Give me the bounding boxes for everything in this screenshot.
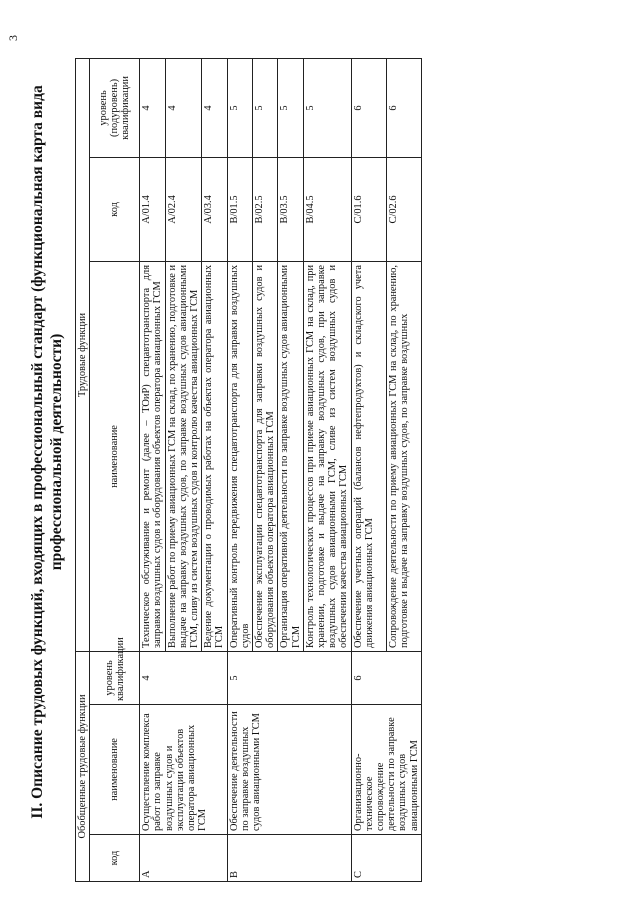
- header-function-name: наименование: [90, 261, 140, 651]
- function-level: 5: [227, 58, 252, 157]
- function-level: 5: [303, 58, 351, 157]
- header-labor: Трудовые функции: [76, 58, 90, 651]
- function-code: A/01.4: [140, 157, 165, 261]
- group-code: A: [140, 835, 227, 882]
- function-level: 4: [202, 58, 227, 157]
- function-name: Обеспечение учетных операций (балансов нефтепродуктов) и складского учета движения авиационных ГСМ: [351, 261, 386, 651]
- table-row: [140, 58, 165, 881]
- function-name: Техническое обслуживание и ремонт (далее – ТОиР) спецавтотранспорта для заправки воздушных судов и оборудования объектов оператора авиационных ГСМ: [140, 261, 165, 651]
- function-name: Организация оперативной деятельности по заправке воздушных судов авиационными ГСМ: [278, 261, 303, 651]
- function-code: C/01.6: [351, 157, 386, 261]
- group-name: Организационно-техническое сопровождение деятельности по заправке воздушных судов авиационными ГСМ: [351, 705, 421, 835]
- header-code: код: [90, 835, 140, 882]
- function-level: 5: [253, 58, 278, 157]
- function-name: Сопровождение деятельности по приему авиационных ГСМ на склад, по хранению, подготовке и выдаче на заправку воздушных судов, по заправке воздушных: [386, 261, 421, 651]
- function-code: B/02.5: [253, 157, 278, 261]
- function-code: B/01.5: [227, 157, 252, 261]
- function-level: 4: [140, 58, 165, 157]
- group-code: C: [351, 835, 421, 882]
- header-function-level: уровень (подуровень) квалификации: [90, 58, 140, 157]
- function-level: 6: [386, 58, 421, 157]
- function-code: B/04.5: [303, 157, 351, 261]
- group-level: 5: [227, 651, 351, 704]
- page-number: 3: [6, 35, 20, 41]
- functional-map-table: [75, 58, 422, 882]
- table-row: [227, 58, 252, 881]
- function-name: Обеспечение эксплуатации спецавтотранспорта для заправки воздушных судов и оборудования объектов оператора авиационных ГСМ: [253, 261, 278, 651]
- function-level: 5: [278, 58, 303, 157]
- function-level: 4: [165, 58, 202, 157]
- title-line-1: II. Описание трудовых функций, входящих в профессиональный стандарт (функциональная карта вида: [29, 85, 46, 819]
- function-name: Ведение документации о проводимых работах на объектах оператора авиационных ГСМ: [202, 261, 227, 651]
- header-name: наименование: [90, 705, 140, 835]
- header-function-code: код: [90, 157, 140, 261]
- group-name: Обеспечение деятельности по заправке воздушных судов авиационными ГСМ: [227, 705, 351, 835]
- function-code: A/02.4: [165, 157, 202, 261]
- group-level: 6: [351, 651, 421, 704]
- document-title: [28, 27, 66, 877]
- group-name: Осуществление комплекса работ по заправке воздушных судов и эксплуатации объектов оператора авиационных ГСМ: [140, 705, 227, 835]
- group-level: 4: [140, 651, 227, 704]
- function-name: Выполнение работ по приему авиационных ГСМ на склад, по хранению, подготовке и выдаче на заправку воздушных судов, по заправке воздушных судов авиационными ГСМ, сливу из систем воздушных судов и контролю качества авиационных ГСМ: [165, 261, 202, 651]
- function-level: 6: [351, 58, 386, 157]
- function-code: B/03.5: [278, 157, 303, 261]
- function-code: C/02.6: [386, 157, 421, 261]
- header-generalized: Обобщенные трудовые функции: [76, 651, 90, 881]
- header-level: уровень квалификации: [90, 651, 140, 704]
- title-line-2: профессиональной деятельности): [48, 333, 65, 571]
- group-code: B: [227, 835, 351, 882]
- function-code: A/03.4: [202, 157, 227, 261]
- table-row: [351, 58, 386, 881]
- function-name: Оперативный контроль передвижения спецавтотранспорта для заправки воздушных судов: [227, 261, 252, 651]
- function-name: Контроль технологических процессов при приеме авиационных ГСМ на склад, при хранении, подготовке и выдаче на заправку воздушных судов, при заправке воздушных судов авиационными ГСМ, сливе из систем воздушных судов и обеспечении качества авиационных ГСМ: [303, 261, 351, 651]
